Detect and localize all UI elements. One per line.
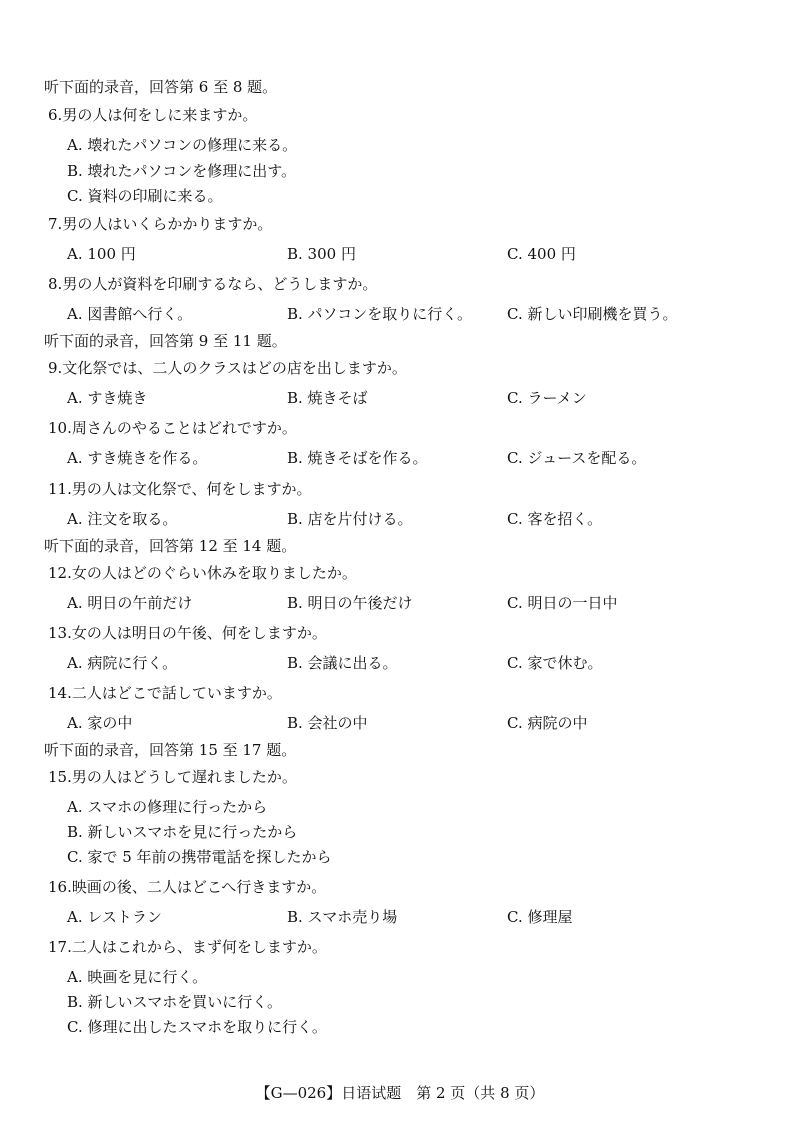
option-10-b: B. 焼きそばを作る。	[287, 449, 428, 467]
question-text: 女の人はどのぐらい休みを取りましたか。	[71, 564, 357, 582]
option-11-a: A. 注文を取る。	[67, 510, 178, 528]
question-number: 16.	[48, 878, 72, 896]
question-number: 13.	[48, 624, 72, 642]
option-6-c: C. 資料の印刷に来る。	[67, 187, 223, 205]
option-14-a: A. 家の中	[67, 714, 133, 732]
question-number: 7.	[48, 215, 63, 233]
option-7-b: B. 300 円	[287, 245, 356, 263]
question-number: 14.	[48, 684, 72, 702]
option-16-c: C. 修理屋	[507, 908, 573, 926]
option-13-b: B. 会議に出る。	[287, 654, 398, 672]
option-9-a: A. すき焼き	[67, 389, 148, 407]
question-17	[48, 936, 327, 957]
question-number: 6.	[48, 106, 63, 124]
question-text: 男の人が資料を印刷するなら、どうしますか。	[62, 275, 378, 293]
option-15-a: A. スマホの修理に行ったから	[67, 798, 268, 816]
option-8-c: C. 新しい印刷機を買う。	[507, 305, 678, 323]
option-13-c: C. 家で休む。	[507, 654, 603, 672]
option-17-a: A. 映画を見に行く。	[67, 968, 208, 986]
option-16-b: B. スマホ売り場	[287, 908, 398, 926]
question-text: 周さんのやることはどれですか。	[71, 419, 297, 437]
option-14-b: B. 会社の中	[287, 714, 368, 732]
question-11	[48, 478, 312, 499]
question-7	[48, 213, 272, 234]
option-11-c: C. 客を招く。	[507, 510, 603, 528]
section-instruction-12-14: 听下面的录音，回答第 12 至 14 题。	[44, 537, 297, 555]
question-13	[48, 622, 327, 643]
question-number: 17.	[48, 938, 72, 956]
option-15-b: B. 新しいスマホを見に行ったから	[67, 823, 298, 841]
question-text: 二人はこれから、まず何をしますか。	[71, 938, 327, 956]
question-14	[48, 682, 282, 703]
section-instruction-15-17: 听下面的录音，回答第 15 至 17 题。	[44, 741, 297, 759]
question-8	[48, 273, 377, 294]
question-text: 女の人は明日の午後、何をしますか。	[71, 624, 327, 642]
question-10	[48, 417, 297, 438]
option-17-b: B. 新しいスマホを買いに行く。	[67, 993, 282, 1011]
section-instruction-9-11: 听下面的录音，回答第 9 至 11 题。	[44, 332, 287, 350]
option-12-c: C. 明日の一日中	[507, 594, 618, 612]
question-text: 男の人はいくらかかりますか。	[62, 215, 273, 233]
option-12-b: B. 明日の午後だけ	[287, 594, 413, 612]
option-15-c: C. 家で 5 年前の携帯電話を探したから	[67, 848, 332, 866]
option-13-a: A. 病院に行く。	[67, 654, 178, 672]
question-text: 男の人は何をしに来ますか。	[62, 106, 258, 124]
question-number: 11.	[48, 480, 72, 498]
question-number: 10.	[48, 419, 72, 437]
option-6-a: A. 壊れたパソコンの修理に来る。	[67, 136, 298, 154]
option-9-b: B. 焼きそば	[287, 389, 368, 407]
option-16-a: A. レストラン	[67, 908, 162, 926]
question-12	[48, 562, 357, 583]
section-instruction-6-8: 听下面的录音，回答第 6 至 8 题。	[44, 78, 278, 96]
question-16	[48, 876, 326, 897]
option-6-b: B. 壊れたパソコンを修理に出す。	[67, 162, 297, 180]
option-8-a: A. 図書館へ行く。	[67, 305, 193, 323]
question-number: 15.	[48, 768, 72, 786]
option-7-c: C. 400 円	[507, 245, 576, 263]
question-number: 8.	[48, 275, 63, 293]
question-text: 男の人は文化祭で、何をしますか。	[71, 480, 312, 498]
question-9	[48, 357, 407, 378]
question-text: 男の人はどうして遅れましたか。	[71, 768, 297, 786]
option-14-c: C. 病院の中	[507, 714, 588, 732]
option-12-a: A. 明日の午前だけ	[67, 594, 193, 612]
page-footer: 【G—026】日语试题 第 2 页（共 8 页）	[255, 1084, 545, 1102]
question-number: 12.	[48, 564, 72, 582]
question-15	[48, 766, 297, 787]
option-10-a: A. すき焼きを作る。	[67, 449, 208, 467]
question-number: 9.	[48, 359, 63, 377]
option-17-c: C. 修理に出したスマホを取りに行く。	[67, 1018, 327, 1036]
option-11-b: B. 店を片付ける。	[287, 510, 413, 528]
option-10-c: C. ジュースを配る。	[507, 449, 647, 467]
question-text: 映画の後、二人はどこへ行きますか。	[71, 878, 327, 896]
question-6	[48, 104, 257, 125]
question-text: 文化祭では、二人のクラスはどの店を出しますか。	[62, 359, 407, 377]
question-text: 二人はどこで話していますか。	[71, 684, 282, 702]
option-9-c: C. ラーメン	[507, 389, 587, 407]
option-7-a: A. 100 円	[67, 245, 136, 263]
option-8-b: B. パソコンを取りに行く。	[287, 305, 472, 323]
